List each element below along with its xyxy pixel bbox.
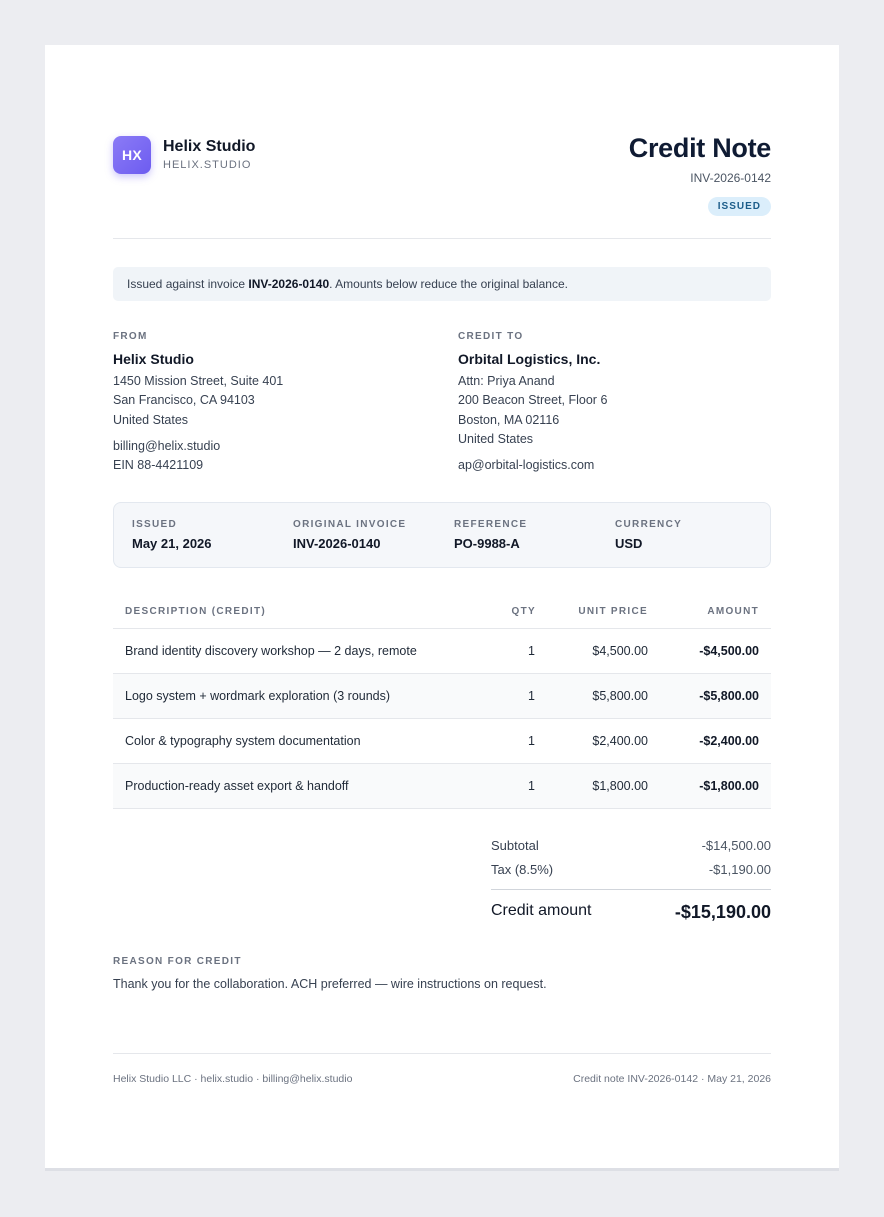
reason-label: REASON FOR CREDIT: [113, 956, 242, 967]
credit-to-address-line: Boston, MA 02116: [458, 412, 560, 427]
brand-domain: HELIX.STUDIO: [163, 159, 252, 171]
row-amount: -$5,800.00: [699, 689, 759, 703]
row-unit-price: $1,800.00: [592, 779, 648, 793]
invoice-notice: [113, 267, 771, 301]
brand-name: Helix Studio: [163, 138, 256, 155]
credit-to-email[interactable]: ap@orbital-logistics.com: [458, 458, 595, 473]
from-ein: EIN 88-4421109: [113, 458, 204, 473]
subtotal-label: Subtotal: [491, 838, 539, 853]
credit-to-address-line: Attn: Priya Anand: [458, 374, 555, 388]
column-header-description: DESCRIPTION (CREDIT): [125, 606, 266, 617]
from-label: FROM: [113, 331, 148, 342]
table-row: [113, 674, 771, 719]
row-qty: 1: [528, 734, 535, 748]
credit-to-name: Orbital Logistics, Inc.: [458, 351, 601, 367]
credit-to-contact: [458, 456, 778, 475]
row-unit-price: $4,500.00: [592, 644, 648, 658]
credit-amount-label: Credit amount: [491, 902, 592, 919]
meta-label: CURRENCY: [615, 519, 683, 530]
column-header-unit-price: UNIT PRICE: [578, 606, 648, 617]
brand-logo-initials: HX: [121, 147, 143, 163]
meta-issued: [132, 519, 212, 551]
tax-label: Tax (8.5%): [491, 862, 554, 877]
credit-to-address: [458, 372, 778, 449]
column-header-amount: AMOUNT: [707, 606, 759, 617]
subtotal-value: -$14,500.00: [701, 838, 771, 853]
row-amount: -$1,800.00: [699, 779, 759, 793]
line-items-header: [113, 605, 771, 629]
row-description: Production-ready asset export & handoff: [125, 779, 349, 793]
row-qty: 1: [528, 689, 535, 703]
credit-to-label: CREDIT TO: [458, 331, 524, 342]
row-qty: 1: [528, 779, 535, 793]
from-email[interactable]: billing@helix.studio: [113, 438, 221, 453]
meta-label: ISSUED: [132, 519, 178, 530]
status-badge: ISSUED: [708, 197, 771, 216]
footer-divider: [113, 1053, 771, 1054]
meta-value: PO-9988-A: [454, 536, 520, 551]
document-number: INV-2026-0142: [690, 171, 771, 185]
brand-logo: [113, 136, 151, 174]
notice-suffix: . Amounts below reduce the original balance.: [329, 277, 568, 291]
credit-to-address-line: 200 Beacon Street, Floor 6: [458, 393, 608, 408]
meta-currency: [615, 519, 682, 551]
row-description: Color & typography system documentation: [125, 734, 361, 748]
column-header-qty: QTY: [511, 606, 536, 617]
totals-divider: [491, 889, 771, 890]
from-address: [113, 372, 433, 430]
row-unit-price: $5,800.00: [592, 689, 648, 703]
credit-note-page: [45, 45, 839, 1168]
meta-label: REFERENCE: [454, 519, 528, 530]
document-meta: [113, 502, 771, 568]
row-description: Brand identity discovery workshop — 2 days, remote: [125, 644, 417, 658]
row-description: Logo system + wordmark exploration (3 rounds): [125, 689, 391, 703]
footer-document-info: Credit note INV-2026-0142 · May 21, 2026: [573, 1073, 771, 1085]
notice-invoice-link: INV-2026-0140: [248, 277, 330, 291]
credit-amount-value: -$15,190.00: [674, 902, 771, 922]
reason-text: Thank you for the collaboration. ACH preferred — wire instructions on request.: [113, 977, 547, 991]
from-address-line: San Francisco, CA 94103: [113, 393, 255, 408]
row-unit-price: $2,400.00: [592, 734, 648, 748]
from-party: [113, 331, 433, 475]
from-contact: [113, 437, 433, 476]
meta-value: May 21, 2026: [132, 536, 212, 551]
row-qty: 1: [528, 644, 535, 658]
footer-company-info: Helix Studio LLC · helix.studio · billing@helix.studio: [113, 1073, 353, 1085]
meta-original-invoice: [293, 519, 406, 551]
header-divider: [113, 238, 771, 239]
credit-to-address-line: United States: [458, 431, 534, 446]
table-row: [113, 719, 771, 764]
from-address-line: United States: [113, 412, 189, 427]
table-row: [113, 629, 771, 674]
tax-value: -$1,190.00: [708, 862, 771, 877]
credit-to-party: [458, 331, 778, 475]
from-name: Helix Studio: [113, 351, 194, 367]
notice-prefix: Issued against invoice: [127, 277, 249, 291]
meta-value: INV-2026-0140: [293, 536, 381, 551]
meta-label: ORIGINAL INVOICE: [293, 519, 407, 530]
meta-reference: [454, 519, 527, 551]
row-amount: -$2,400.00: [699, 734, 759, 748]
from-address-line: 1450 Mission Street, Suite 401: [113, 374, 284, 388]
table-row: [113, 764, 771, 809]
meta-value: USD: [615, 536, 643, 551]
document-title: Credit Note: [628, 133, 771, 163]
row-amount: -$4,500.00: [699, 644, 759, 658]
